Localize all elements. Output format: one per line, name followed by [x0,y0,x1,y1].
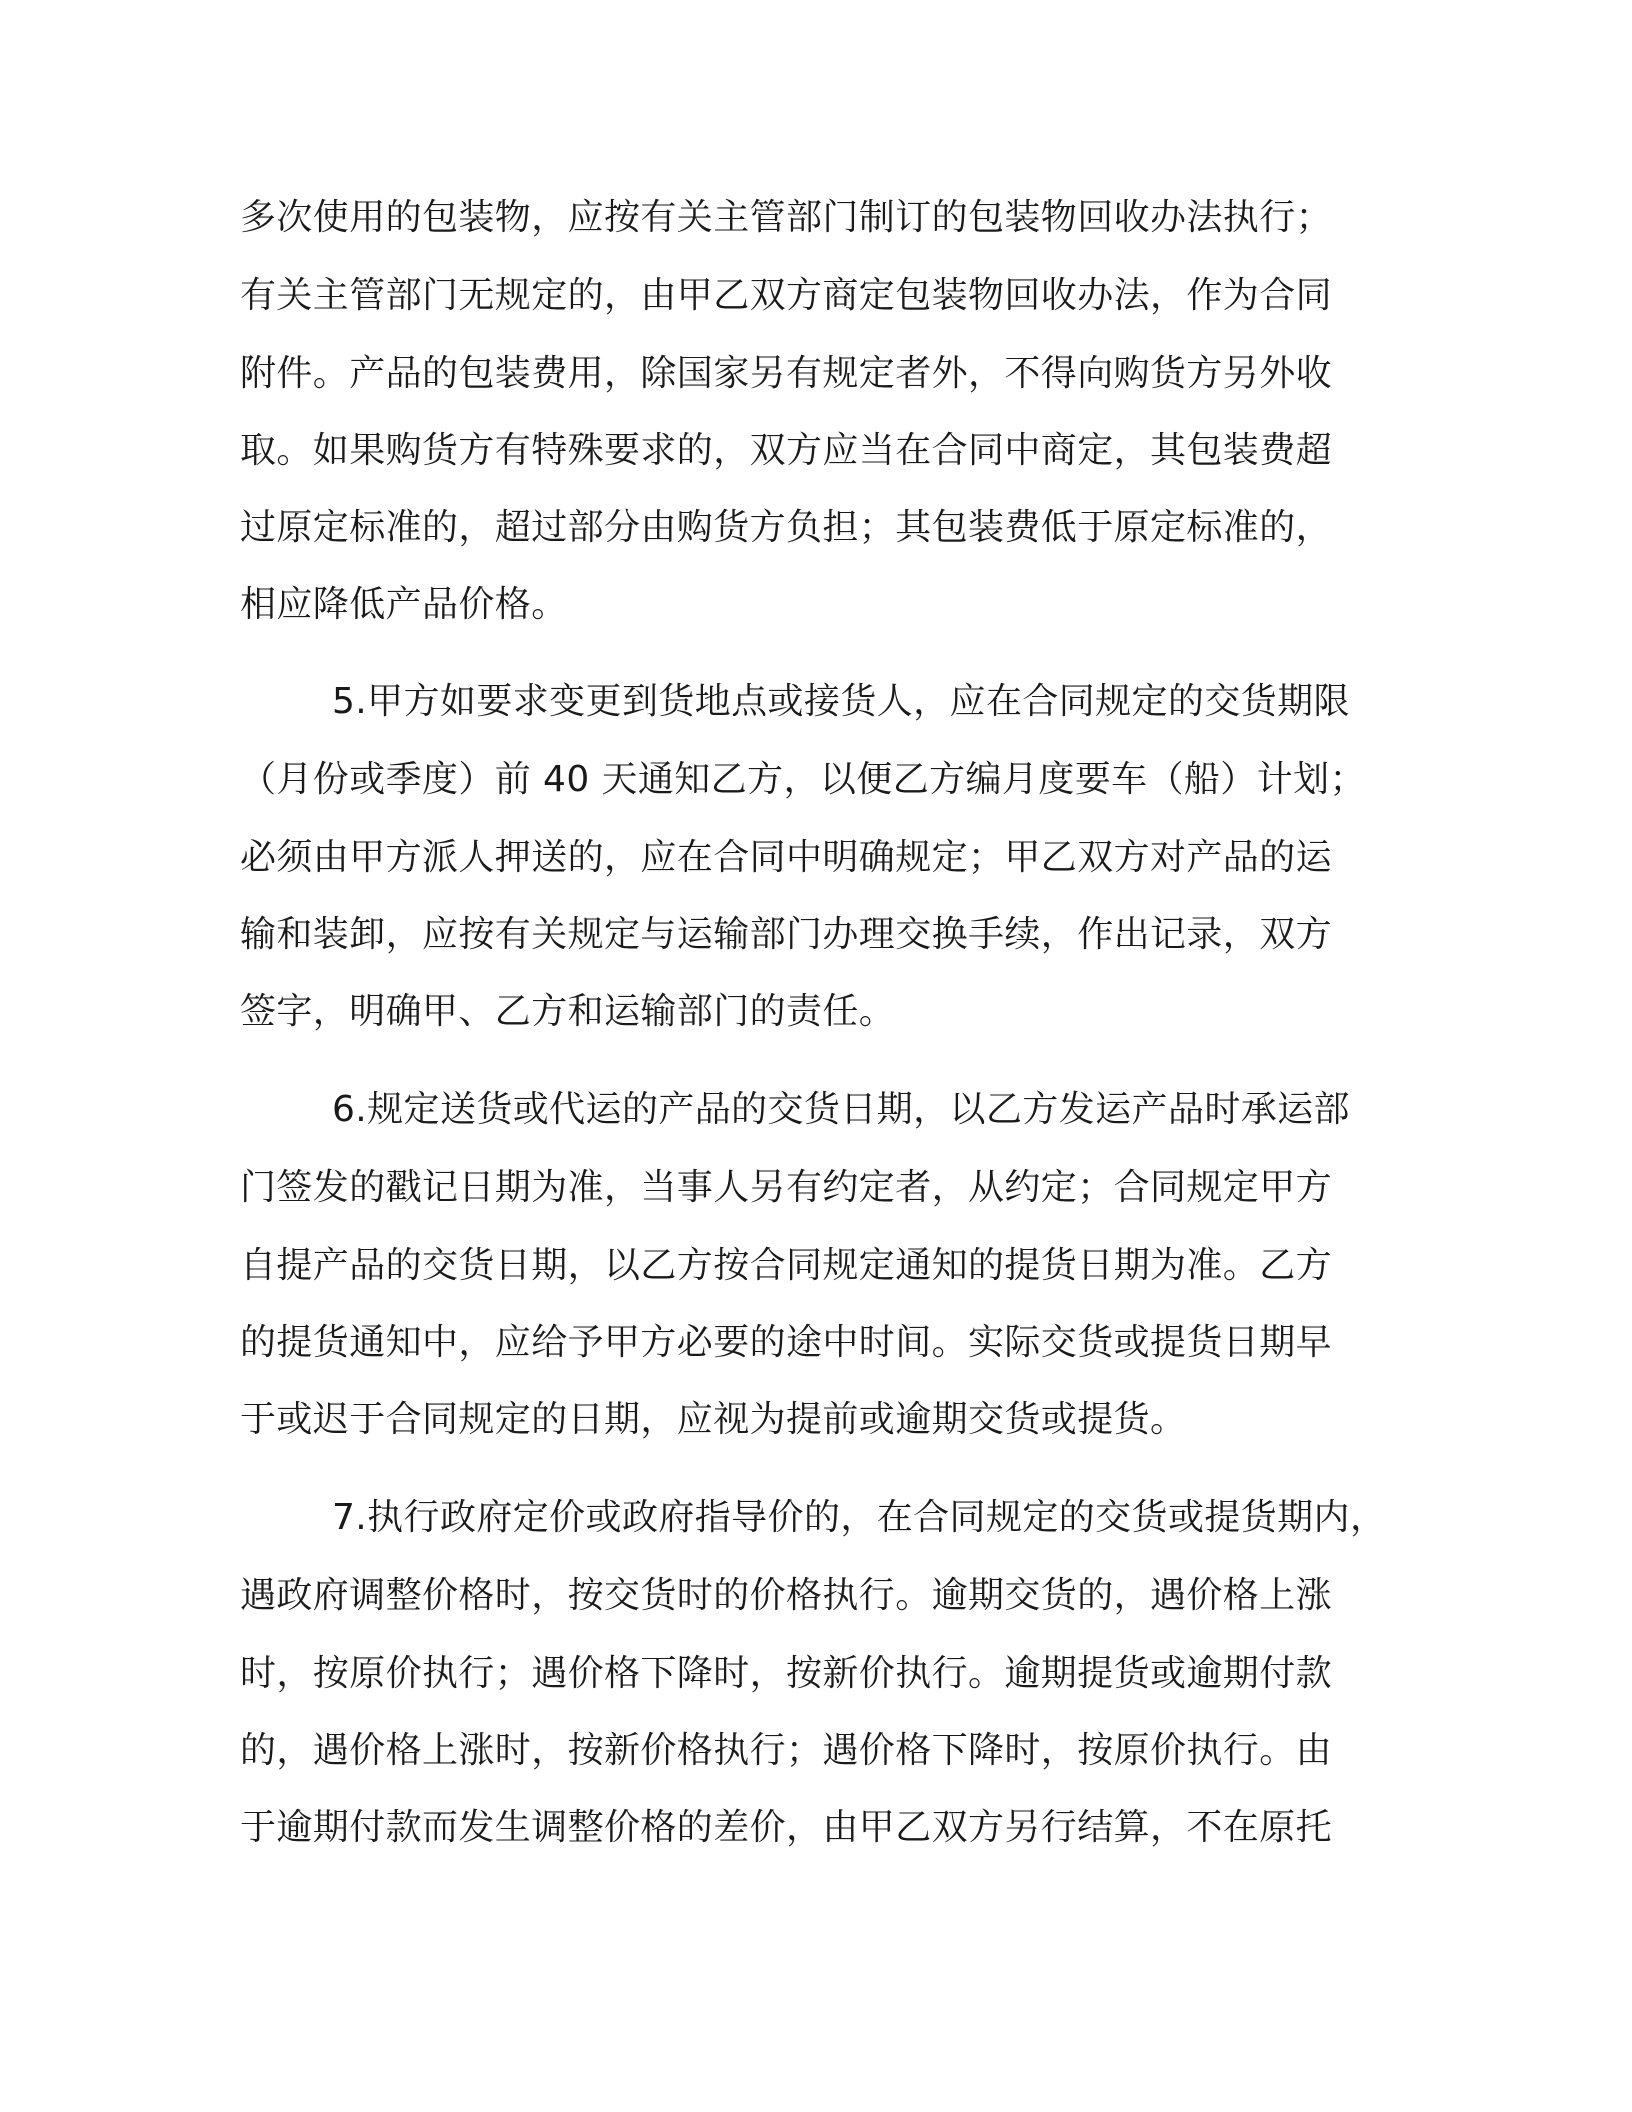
text-line: 遇政府调整价格时，按交货时的价格执行。逾期交货的，遇价格上涨 [240,1575,1333,1616]
text-line: （月份或季度）前 40 天通知乙方，以便乙方编月度要车（船）计划； [240,759,1366,800]
text-line: 必须由甲方派人押送的，应在合同中明确规定；甲乙双方对产品的运 [240,837,1333,878]
text-line: 7.执行政府定价或政府指导价的，在合同规定的交货或提货期内， [332,1497,1387,1538]
text-line: 5.甲方如要求变更到货地点或接货人，应在合同规定的交货期限 [332,681,1350,722]
text-line: 取。如果购货方有特殊要求的，双方应当在合同中商定，其包装费超 [240,430,1333,471]
text-line: 门签发的戳记日期为准，当事人另有约定者，从约定；合同规定甲方 [240,1167,1333,1208]
text-line: 6.规定送货或代运的产品的交货日期，以乙方发运产品时承运部 [332,1089,1350,1130]
text-line: 附件。产品的包装费用，除国家另有规定者外，不得向购货方另外收 [240,353,1333,394]
text-line: 的提货通知中，应给予甲方必要的途中时间。实际交货或提货日期早 [240,1322,1333,1363]
text-line: 输和装卸，应按有关规定与运输部门办理交换手续，作出记录，双方 [240,914,1333,955]
text-line: 签字，明确甲、乙方和运输部门的责任。 [240,991,896,1032]
text-line: 自提产品的交货日期，以乙方按合同规定通知的提货日期为准。乙方 [240,1245,1333,1286]
text-line: 过原定标准的，超过部分由购货方负担；其包装费低于原定标准的， [240,507,1333,548]
text-line: 于逾期付款而发生调整价格的差价，由甲乙双方另行结算，不在原托 [240,1807,1333,1848]
text-line: 于或迟于合同规定的日期，应视为提前或逾期交货或提货。 [240,1399,1187,1440]
text-line: 相应降低产品价格。 [240,584,568,625]
text-line: 有关主管部门无规定的，由甲乙双方商定包装物回收办法，作为合同 [240,275,1333,316]
text-line: 的，遇价格上涨时，按新价格执行；遇价格下降时，按原价执行。由 [240,1730,1333,1771]
text-line: 多次使用的包装物，应按有关主管部门制订的包装物回收办法执行； [240,197,1333,238]
text-line: 时，按原价执行；遇价格下降时，按新价执行。逾期提货或逾期付款 [240,1653,1333,1694]
